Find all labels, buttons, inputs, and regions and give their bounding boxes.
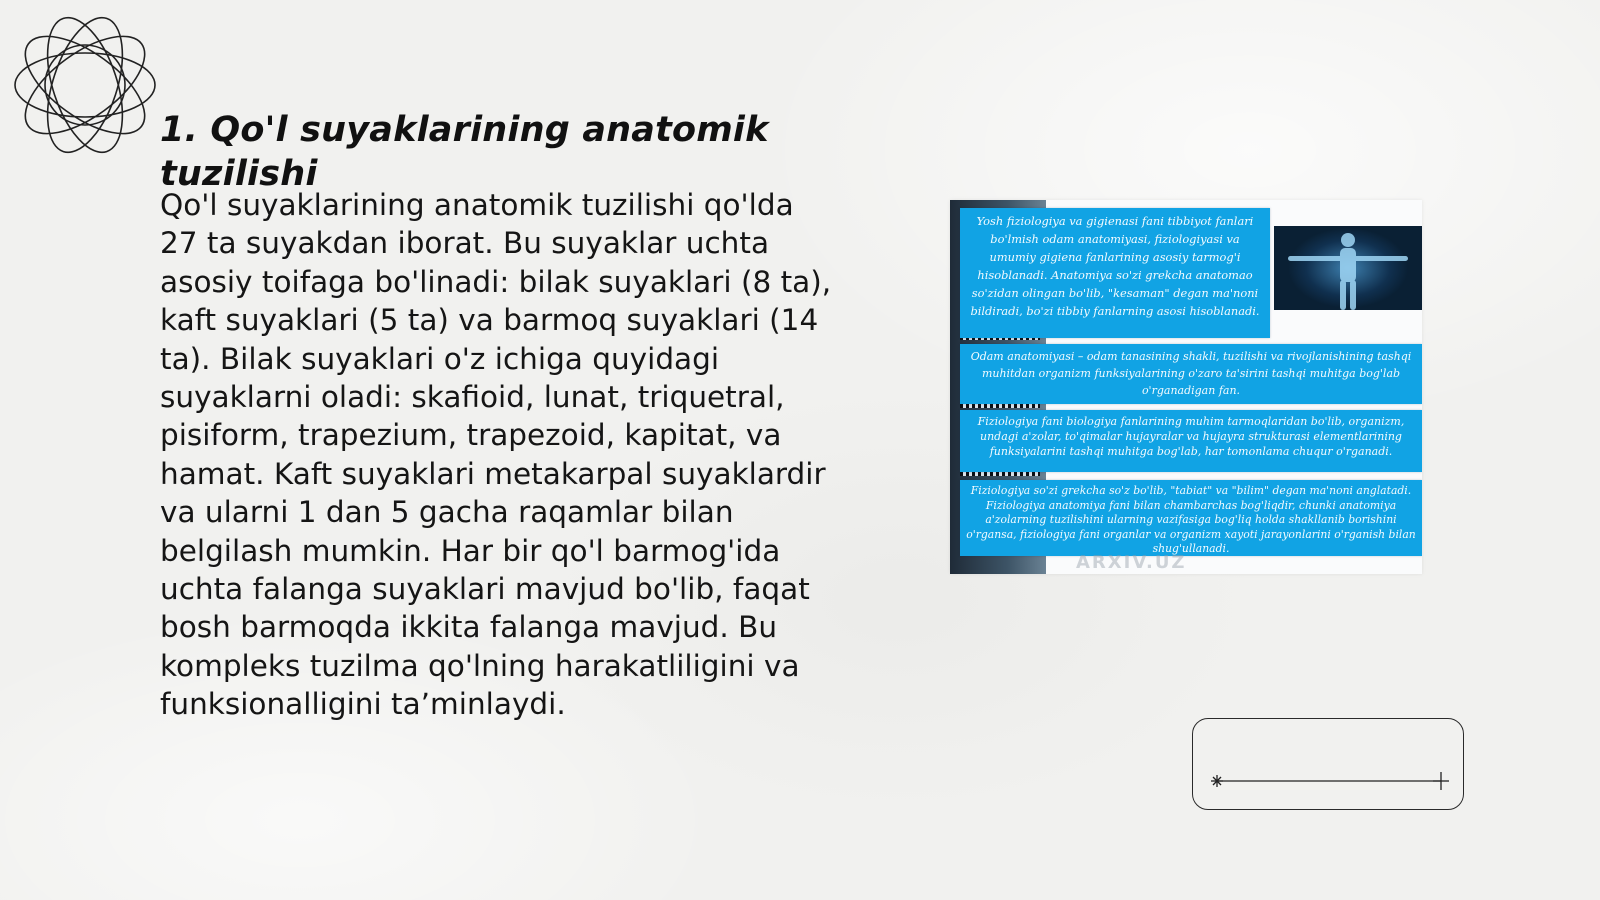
plus-cross-icon [1433,772,1449,790]
human-body-illustration [1274,226,1422,310]
info-panel: Fiziologiya so'zi grekcha so'z bo'lib, "tabiat" va "bilim" degan ma'noni anglatadi. Fiziologiya anatomiya fani bilan chambarchas bog'liqdir, chunki anatomiya a'zolarning tuzilishini ularning vazifasiga bog'liq holda shakllanib borishini o'rgansa, fiziologiya fani organlar va organizm xayoti jarayonlarini o'rganish bilan shug'ullanadi. [960,480,1422,556]
decorative-line [1207,771,1451,791]
footer-decoration-box [1192,718,1464,810]
watermark-text: ARXIV.UZ [1076,552,1187,573]
info-panel: Odam anatomiyasi – odam tanasining shakli, tuzilishi va rivojlanishining tashqi muhitdan organizm funksiyalarining o'zaro ta'sirini tashqi muhitga bog'lab o'rganadigan fan. [960,344,1422,404]
info-panel: Fiziologiya fani biologiya fanlarining muhim tarmoqlaridan bo'lib, organizm, undagi a'zolar, to'qimalar hujayralar va hujayra strukturasi elementlarining funksiyalarini tashqi muhitga bog'lab, har tomonlama chuqur o'rganadi. [960,410,1422,472]
human-figure-icon [1274,226,1422,310]
slide-body-text: Qo'l suyaklarining anatomik tuzilishi qo'lda 27 ta suyakdan iborat. Bu suyaklar uchta asosiy toifaga bo'linadi: bilak suyaklari (8 ta), kaft suyaklari (5 ta) va barmoq suyaklari (14 ta). Bilak suyaklari o'z ichiga quyidagi suyaklarni oladi: skafioid, lunat, triquetral, pisiform, trapezium, trapezoid, kapitat, va hamat. Kaft suyaklari metakarpal suyaklardir va ularni 1 dan 5 gacha raqamlar bilan belgilash mumkin. Har bir qo'l barmog'ida uchta falanga suyaklari mavjud bo'lib, faqat bosh barmoqda ikkita falanga mavjud. Bu kompleks tuzilma qo'lning harakatliligini va funksionalligini taʼminlaydi. [160,188,832,722]
slide-title: 1. Qo'l suyaklarining anatomik tuzilishi [160,110,769,194]
circle-ornament-icon [10,10,160,160]
star-burst-icon [1211,775,1223,787]
info-panel: Yosh fiziologiya va gigienasi fani tibbiyot fanlari bo'lmish odam anatomiyasi, fiziologiyasi va umumiy gigiena fanlarining asosiy tarmog'i hisoblanadi. Anatomiya so'zi grekcha anatomao so'zidan olingan bo'lib, "kesaman" degan ma'noni bildiradi, bo'zi tibbiy fanlarning asosi hisoblanadi. [960,208,1270,338]
anatomy-info-image [950,200,1422,574]
